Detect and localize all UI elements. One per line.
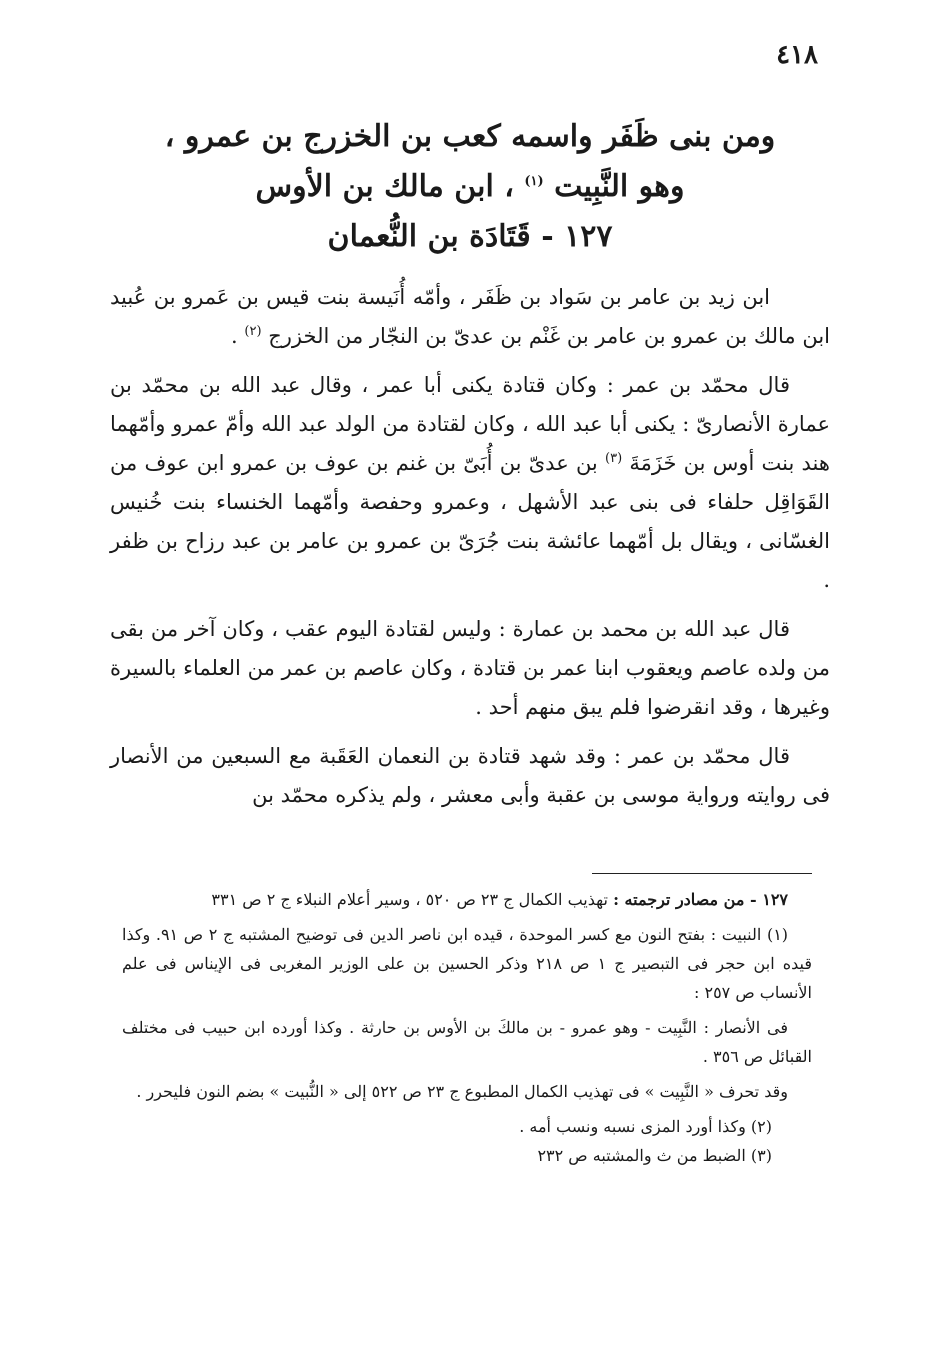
paragraph-3: قال عبد الله بن محمد بن عمارة : وليس لقتادة اليوم عقب ، وكان آخر من بقى من ولده عاصم ويعقوب ابنا عمر بن قتادة ، وكان عاصم بن عمر من العلماء بالسيرة وغيرها ، وقد انقرضوا فلم يبق منهم أحد . [110,617,830,719]
footnote-ref-2: (٢) [244,324,262,339]
sources-label: ١٢٧ - من مصادر ترجمته : [613,890,788,909]
sources-text: تهذيب الكمال ج ٢٣ ص ٥٢٠ ، وسير أعلام النبلاء ج ٢ ص ٣٣١ [211,890,608,909]
footnote-separator [592,873,812,874]
footnotes [122,885,812,1170]
footnote-2: (٢) وكذا أورد المزى نسبه ونسب أمه . [519,1117,772,1136]
footnote-1-part-b: فى الأنصار : النَّبِيت - وهو عمرو - بن مالكَ بن الأوس بن حارثة . وكذا أورده ابن حبيب فى مختلف القبائل ص ٣٥٦ . [122,1018,812,1066]
footnote-ref-3: (٣) [605,451,623,466]
footnote-sources [122,885,812,914]
entry-title: ١٢٧ - قَتَادَة بن النُّعمان [327,219,613,254]
heading-line-2-rest: ، ابن مالك بن الأوس [255,169,514,204]
paragraph-1-text: ابن زيد بن عامر بن سَواد بن ظَفَر ، وأمّه أُنَيسة بنت قيس بن عَمرو بن عُبيد ابن مالك بن عمرو بن عامر بن غَنْم بن عدىّ بن النجّار من الخزرج [110,285,830,348]
paragraph-2-text-a: قال محمّد بن عمر : وكان قتادة يكنى أبا عمر ، وقال عبد الله بن محمّد بن عمارة الأنصارىّ : يكنى أبا عبد الله ، وكان لقتادة من الولد عبد الله وأمّ عمرو وأمّهما هند بنت أوس بن خَزَمَةَ [110,373,830,475]
footnote-3: (٣) الضبط من ث والمشتبه ص ٢٣٢ [537,1146,772,1165]
paragraph-2 [110,366,830,600]
main-text [110,278,830,825]
page-number: ٤١٨ [776,40,818,70]
heading-line-2 [150,162,790,212]
paragraph-2-text-b: بن عدىّ بن أُبَىّ بن غنم بن عوف بن عمرو ابن عوف من القَوَاقِل حلفاء فى بنى عبد الأشهل ، وعمرو وحفصة وأمّهما الخنساء بنت خُنيس الغسّانى ، ويقال بل أمّهما عائشة بنت جُرَىّ بن عمرو بن عامر بن عبد رزاح بن ظفر . [110,451,830,592]
paragraph-1 [110,278,830,356]
footnote-ref-1: (١) [524,174,544,189]
paragraph-1-end: . [231,324,238,348]
paragraph-4: قال محمّد بن عمر : وقد شهد قتادة بن النعمان العَقَبة مع السبعين من الأنصار فى روايته ورواية موسى بن عقبة وأبى معشر ، ولم يذكره محمّد بن [110,744,830,807]
section-heading [150,112,790,262]
heading-line-1: ومن بنى ظَفَر واسمه كعب بن الخزرج بن عمرو ، [164,119,776,154]
heading-line-2-text: وهو النَّبِيت [554,169,685,204]
footnote-1-part-a: (١) النبيت : بفتح النون مع كسر الموحدة ، قيده ابن ناصر الدين فى توضيح المشتبه ج ٢ ص ٩١. وكذا قيده ابن حجر فى التبصير ج ١ ص ٢١٨ وذكر الحسين بن على الوزير المغربى فى الإيناس فى علم الأنساب ص ٢٥٧ : [122,925,812,1002]
footnote-1-part-c: وقد تحرف « النَّبِيت » فى تهذيب الكمال المطبوع ج ٢٣ ص ٥٢٢ إلى « النُّبيت » بضم النون فليحرر . [136,1082,788,1101]
